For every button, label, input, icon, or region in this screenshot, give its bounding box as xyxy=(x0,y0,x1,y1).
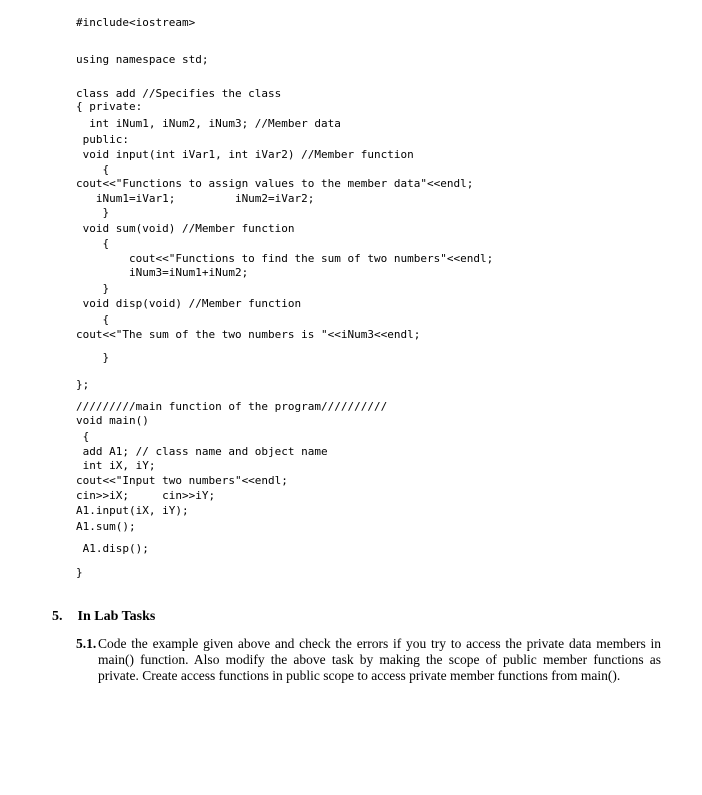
code-line-23: void main() xyxy=(76,414,149,427)
section-number: 5. xyxy=(52,609,63,624)
code-line-6: public: xyxy=(76,133,129,146)
code-line-4: { private: xyxy=(76,100,143,113)
code-line-9: cout<<"Functions to assign values to the member data"<<endl; xyxy=(76,177,474,190)
code-line-26: int iX, iY; xyxy=(76,459,156,472)
code-line-16: } xyxy=(76,282,110,295)
code-line-20: } xyxy=(76,351,110,364)
code-line-29: A1.input(iX, iY); xyxy=(76,504,189,517)
code-line-10: iNum1=iVar1; iNum2=iVar2; xyxy=(76,192,315,205)
code-line-28: cin>>iX; cin>>iY; xyxy=(76,489,216,502)
code-line-11: } xyxy=(76,206,110,219)
code-line-5: int iNum1, iNum2, iNum3; //Member data xyxy=(76,117,341,130)
code-line-17: void disp(void) //Member function xyxy=(76,297,302,310)
section-heading xyxy=(52,609,155,625)
code-line-7: void input(int iVar1, int iVar2) //Member function xyxy=(76,148,414,161)
code-line-12: void sum(void) //Member function xyxy=(76,222,295,235)
code-line-21: }; xyxy=(76,378,90,391)
code-line-8: { xyxy=(76,163,110,176)
code-line-30: A1.sum(); xyxy=(76,520,136,533)
code-line-31: A1.disp(); xyxy=(76,542,149,555)
task-number: 5.1. xyxy=(76,636,97,651)
section-title: In Lab Tasks xyxy=(77,609,156,624)
code-line-19: cout<<"The sum of the two numbers is "<<iNum3<<endl; xyxy=(76,328,421,341)
code-line-3: class add //Specifies the class xyxy=(76,87,282,100)
code-line-32: } xyxy=(76,566,83,579)
task-item-5-1 xyxy=(76,636,661,684)
code-line-27: cout<<"Input two numbers"<<endl; xyxy=(76,474,288,487)
code-line-2: using namespace std; xyxy=(76,53,209,66)
code-line-13: { xyxy=(76,237,110,250)
code-line-15: iNum3=iNum1+iNum2; xyxy=(76,266,249,279)
code-line-25: add A1; // class name and object name xyxy=(76,445,328,458)
code-line-18: { xyxy=(76,313,110,326)
code-line-24: { xyxy=(76,430,90,443)
code-line-1: #include<iostream> xyxy=(76,16,196,29)
code-line-22: /////////main function of the program////////// xyxy=(76,400,388,413)
task-text: Code the example given above and check the errors if you try to access the private data members in main() function. Also modify the above task by making the scope of public member functions as private. Create access functions in public scope to access private member functions from main(). xyxy=(98,636,661,683)
code-line-14: cout<<"Functions to find the sum of two numbers"<<endl; xyxy=(76,252,494,265)
